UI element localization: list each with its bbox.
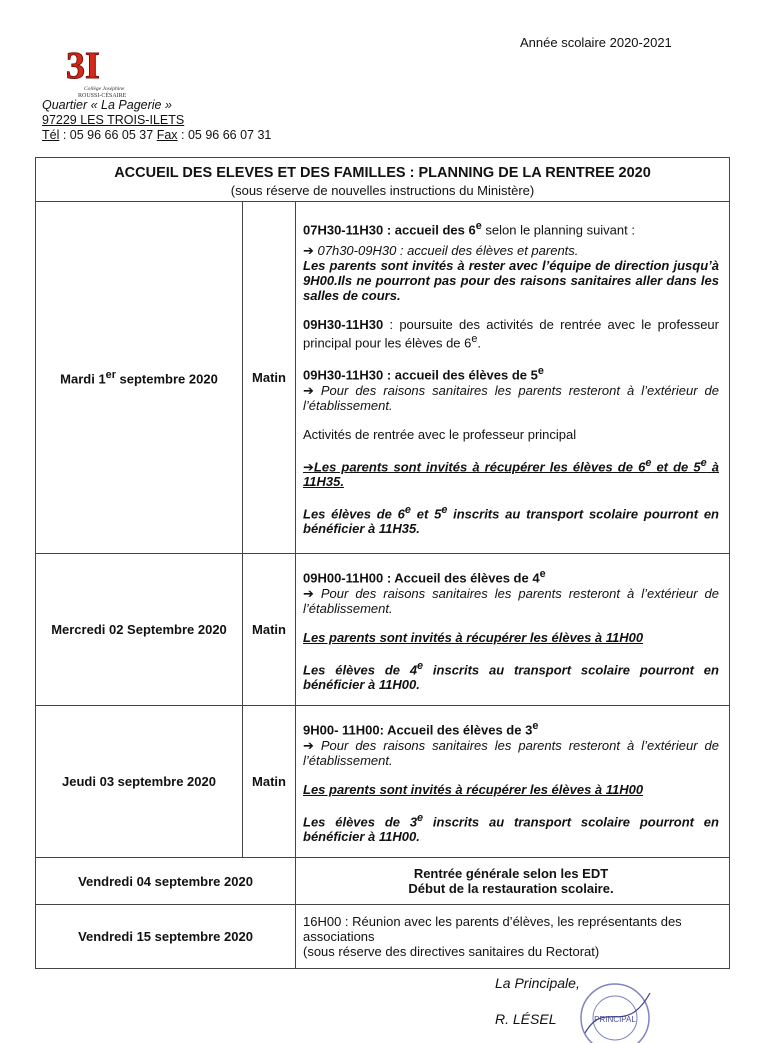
signature-name: R. LÉSEL bbox=[495, 1011, 557, 1027]
desc-paragraph: Activités de rentrée avec le professeur principal bbox=[303, 426, 577, 442]
school-year: Année scolaire 2020-2021 bbox=[520, 35, 672, 50]
tel-label: Tél bbox=[42, 128, 60, 142]
desc-line: 16H00 : Réunion avec les parents d’élèves, les représentants des associations bbox=[303, 914, 682, 944]
address-line2: 97229 LES TROIS-ILETS bbox=[42, 113, 185, 127]
arrow-icon: ➔ bbox=[303, 382, 321, 398]
desc-paragraph: Les élèves de 4e inscrits au transport scolaire pourront en bénéficier à 11H00. bbox=[303, 659, 719, 692]
date-cell: Jeudi 03 septembre 2020 bbox=[36, 706, 243, 858]
table-header-row bbox=[36, 158, 730, 202]
table-row bbox=[36, 202, 730, 554]
signature-role: La Principale, bbox=[495, 975, 580, 991]
desc-paragraph: ➔ Pour des raisons sanitaires les parents resteront à l’extérieur de l’établissement. bbox=[303, 737, 719, 768]
table-header bbox=[36, 158, 730, 202]
slot-cell: Matin bbox=[243, 554, 296, 706]
desc-paragraph: 09H30-11H30 : accueil des élèves de 5e bbox=[303, 365, 544, 383]
slot-cell: Matin bbox=[243, 706, 296, 858]
school-logo bbox=[60, 38, 130, 100]
table-row bbox=[36, 554, 730, 706]
desc-paragraph: Les parents sont invités à récupérer les élèves à 11H00 bbox=[303, 629, 644, 645]
table-subtitle: (sous réserve de nouvelles instructions du Ministère) bbox=[230, 182, 535, 198]
contact-line bbox=[42, 128, 271, 143]
arrow-icon: ➔ bbox=[303, 243, 318, 258]
desc-paragraph: 07H30-11H30 : accueil des 6e selon le planning suivant : bbox=[303, 219, 635, 237]
stamp-text: PRINCIPAL bbox=[594, 1015, 636, 1024]
date-cell: Vendredi 15 septembre 2020 bbox=[36, 905, 296, 969]
desc-paragraph: 09H30-11H30 : poursuite des activités de rentrée avec le professeur principal pour les élèves de 6e. bbox=[303, 317, 719, 351]
table-title: ACCUEIL DES ELEVES ET DES FAMILLES : PLANNING DE LA RENTREE 2020 bbox=[114, 164, 651, 181]
date-cell: Vendredi 04 septembre 2020 bbox=[36, 858, 296, 905]
table-row bbox=[36, 858, 730, 905]
desc-paragraph: Les parents sont invités à rester avec l’équipe de direction jusqu’à 9H00.Ils ne pourront pas pour des raisons sanitaires aller dans les salles de cours. bbox=[303, 258, 719, 303]
date-cell: Mardi 1er septembre 2020 bbox=[36, 202, 243, 554]
arrow-icon: ➔ bbox=[303, 585, 321, 601]
address-line1: Quartier « La Pagerie » bbox=[42, 98, 172, 112]
table-row bbox=[36, 706, 730, 858]
desc-paragraph: ➔ 07h30-09H30 : accueil des élèves et parents. bbox=[303, 243, 579, 258]
desc-paragraph: 9H00- 11H00: Accueil des élèves de 3e bbox=[303, 720, 539, 738]
desc-paragraph: Les parents sont invités à récupérer les élèves à 11H00 bbox=[303, 781, 644, 797]
school-address bbox=[42, 98, 271, 143]
description-cell bbox=[296, 202, 730, 554]
arrow-icon: ➔ bbox=[303, 737, 321, 753]
fax-label: Fax bbox=[156, 128, 178, 142]
desc-paragraph: ➔ Pour des raisons sanitaires les parents resteront à l’extérieur de l’établissement. bbox=[303, 382, 719, 413]
desc-line: Début de la restauration scolaire. bbox=[408, 881, 614, 896]
desc-paragraph: Les élèves de 3e inscrits au transport scolaire pourront en bénéficier à 11H00. bbox=[303, 811, 719, 844]
description-cell bbox=[296, 554, 730, 706]
logo-text: 3I bbox=[66, 45, 100, 87]
slot-cell: Matin bbox=[243, 202, 296, 554]
fax-value: : 05 96 66 07 31 bbox=[177, 128, 272, 142]
logo-subtitle-2: ROUSSI-CÉSAIRE bbox=[78, 93, 127, 99]
official-stamp bbox=[565, 978, 655, 1043]
description-cell bbox=[296, 905, 730, 969]
desc-paragraph: Les élèves de 6e et 5e inscrits au transport scolaire pourront en bénéficier à 11H35. bbox=[303, 503, 719, 537]
description-cell bbox=[296, 858, 730, 905]
table-row bbox=[36, 905, 730, 969]
desc-paragraph: ➔Les parents sont invités à récupérer les élèves de 6e et de 5e à 11H35. bbox=[303, 456, 720, 489]
tel-value: : 05 96 66 05 37 bbox=[59, 128, 157, 142]
arrow-icon: ➔ bbox=[303, 458, 314, 474]
description-cell bbox=[296, 706, 730, 858]
desc-line: Rentrée générale selon les EDT bbox=[413, 866, 609, 881]
planning-table bbox=[35, 157, 730, 969]
logo-subtitle-1: Collège Joséphine bbox=[84, 86, 125, 92]
desc-paragraph: ➔ Pour des raisons sanitaires les parents resteront à l’extérieur de l’établissement. bbox=[303, 585, 719, 616]
desc-line: (sous réserve des directives sanitaires du Rectorat) bbox=[303, 944, 600, 959]
date-cell: Mercredi 02 Septembre 2020 bbox=[36, 554, 243, 706]
desc-paragraph: 09H00-11H00 : Accueil des élèves de 4e bbox=[303, 568, 546, 586]
